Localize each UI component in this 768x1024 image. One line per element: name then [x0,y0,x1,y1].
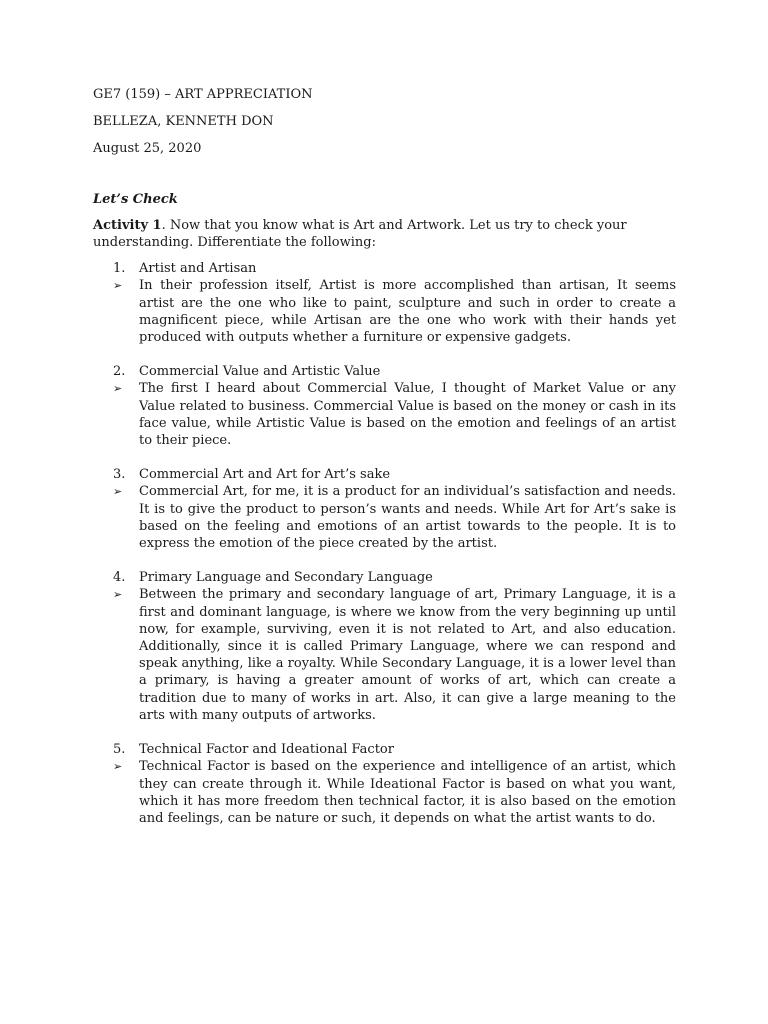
arrow-bullet-icon: ➢ [113,382,123,396]
item-answer-row [93,758,676,827]
arrow-bullet-icon: ➢ [113,279,123,293]
section-title: Let’s Check [93,191,178,207]
arrow-bullet-icon: ➢ [113,485,123,499]
list-item [93,466,676,552]
item-title-row [93,569,676,586]
course-title: GE7 (159) – ART APPRECIATION [93,87,313,102]
item-number: 4. [113,570,126,586]
item-title: Commercial Art and Art for Art’s sake [139,467,391,483]
document-page [93,86,676,844]
list-item [93,363,676,449]
activity-text: . Now that you know what is Art and Artwork. Let us try to check your understanding. Differentiate the following: [93,217,627,251]
item-title-row [93,466,676,483]
item-title-row [93,260,676,277]
arrow-bullet-icon: ➢ [113,760,123,774]
item-number: 2. [113,364,126,380]
item-number: 3. [113,467,126,483]
document-date: August 25, 2020 [93,141,202,157]
item-number: 5. [113,742,126,758]
item-answer: In their profession itself, Artist is more accomplished than artisan, It seems artist are the one who like to paint, sculpture and such in order to create a magnificent piece, while Artisan are the one who work with their hands yet produced with outputs whether a furniture or expensive gadgets. [139,278,676,346]
item-answer: Commercial Art, for me, it is a product for an individual’s satisfaction and needs. It is to give the product to person’s wants and needs. While Art for Art’s sake is based on the feeling and emotions of an artist towards to the people. It is to express the emotion of the piece created by the artist. [139,484,676,552]
item-title: Commercial Value and Artistic Value [139,364,381,380]
student-name: BELLEZA, KENNETH DON [93,114,274,130]
item-answer: Between the primary and secondary language of art, Primary Language, it is a first and dominant language, is where we know from the very beginning up until now, for example, surviving, even it is not related to Art, and also education. Additionally, since it is called Primary Language, where we can respond and speak anything, like a royalty. While Secondary Language, it is a lower level than a primary, is having a greater amount of works of art, which can create a tradition due to many of works in art. Also, it can give a large meaning to the arts with many outputs of artworks. [139,587,676,723]
item-title-row [93,741,676,758]
activity-label: Activity 1 [93,217,162,233]
item-title-row [93,363,676,380]
item-title: Artist and Artisan [139,261,257,277]
item-answer-row [93,483,676,552]
item-answer: The first I heard about Commercial Value, I thought of Market Value or any Value related to business. Commercial Value is based on the money or cash in its face value, while Artistic Value is based on the emotion and feelings of an artist to their piece. [139,381,676,449]
item-answer-row [93,380,676,449]
item-title: Technical Factor and Ideational Factor [139,742,394,758]
list-item [93,260,676,346]
item-title: Primary Language and Secondary Language [139,570,433,586]
activity-instructions [93,217,676,251]
item-answer: Technical Factor is based on the experience and intelligence of an artist, which they can create through it. While Ideational Factor is based on what you want, which it has more freedom then technical factor, it is also based on the emotion and feelings, can be nature or such, it depends on what the artist wants to do. [139,759,676,826]
arrow-bullet-icon: ➢ [113,588,123,602]
item-answer-row [93,277,676,346]
list-item [93,569,676,724]
item-answer-row [93,586,676,724]
item-number: 1. [113,261,126,277]
list-item [93,741,676,827]
